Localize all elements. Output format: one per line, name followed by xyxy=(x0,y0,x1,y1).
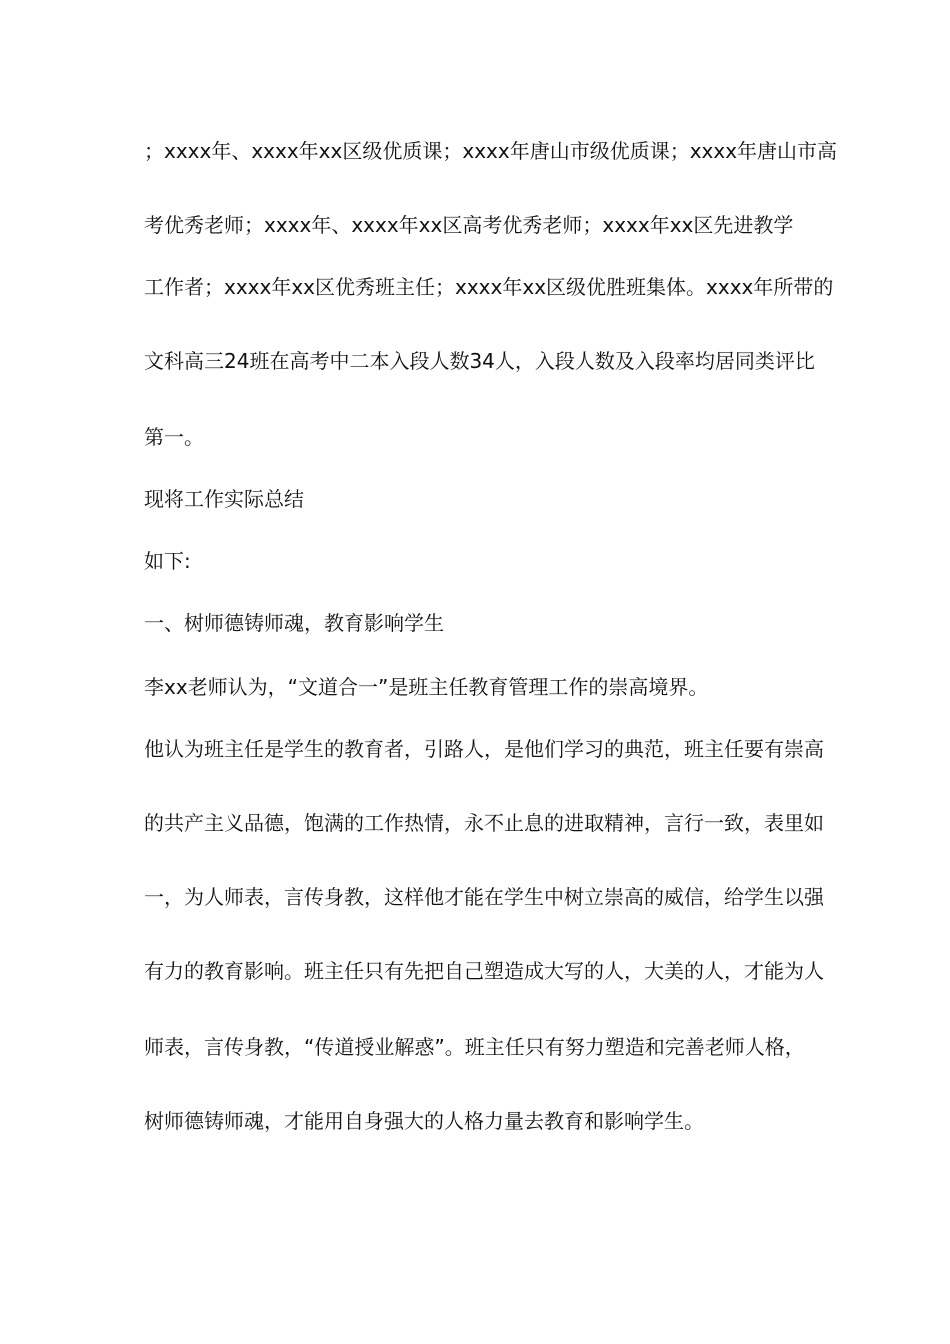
text-line: 的共产主义品德，饱满的工作热情，永不止息的进取精神，言行一致，表里如 xyxy=(144,811,824,835)
text-line: ；xxxx年、xxxx年xx区级优质课；xxxx年唐山市级优质课；xxxx年唐山市高 xyxy=(144,139,838,163)
text-line: 一，为人师表，言传身教，这样他才能在学生中树立崇高的威信，给学生以强 xyxy=(144,885,824,909)
text-line: 有力的教育影响。班主任只有先把自己塑造成大写的人，大美的人，才能为人 xyxy=(144,959,824,983)
text-line: 树师德铸师魂，才能用自身强大的人格力量去教育和影响学生。 xyxy=(144,1109,704,1133)
text-line: 工作者；xxxx年xx区优秀班主任；xxxx年xx区级优胜班集体。xxxx年所带的 xyxy=(144,275,834,299)
section-intro: 如下: xyxy=(144,549,191,573)
text-line: 他认为班主任是学生的教育者，引路人，是他们学习的典范，班主任要有崇高 xyxy=(144,737,824,761)
text-line: 文科高三24班在高考中二本入段人数34人，入段人数及入段率均居同类评比 xyxy=(144,349,815,373)
section-heading: 一、树师德铸师魂，教育影响学生 xyxy=(144,611,444,635)
text-line: 考优秀老师；xxxx年、xxxx年xx区高考优秀老师；xxxx年xx区先进教学 xyxy=(144,213,794,237)
text-line: 师表，言传身教，“传道授业解惑”。班主任只有努力塑造和完善老师人格， xyxy=(144,1035,805,1059)
section-intro: 现将工作实际总结 xyxy=(144,487,304,511)
text-line: 李xx老师认为，“文道合一”是班主任教育管理工作的崇高境界。 xyxy=(144,675,709,699)
text-line: 第一。 xyxy=(144,425,204,449)
